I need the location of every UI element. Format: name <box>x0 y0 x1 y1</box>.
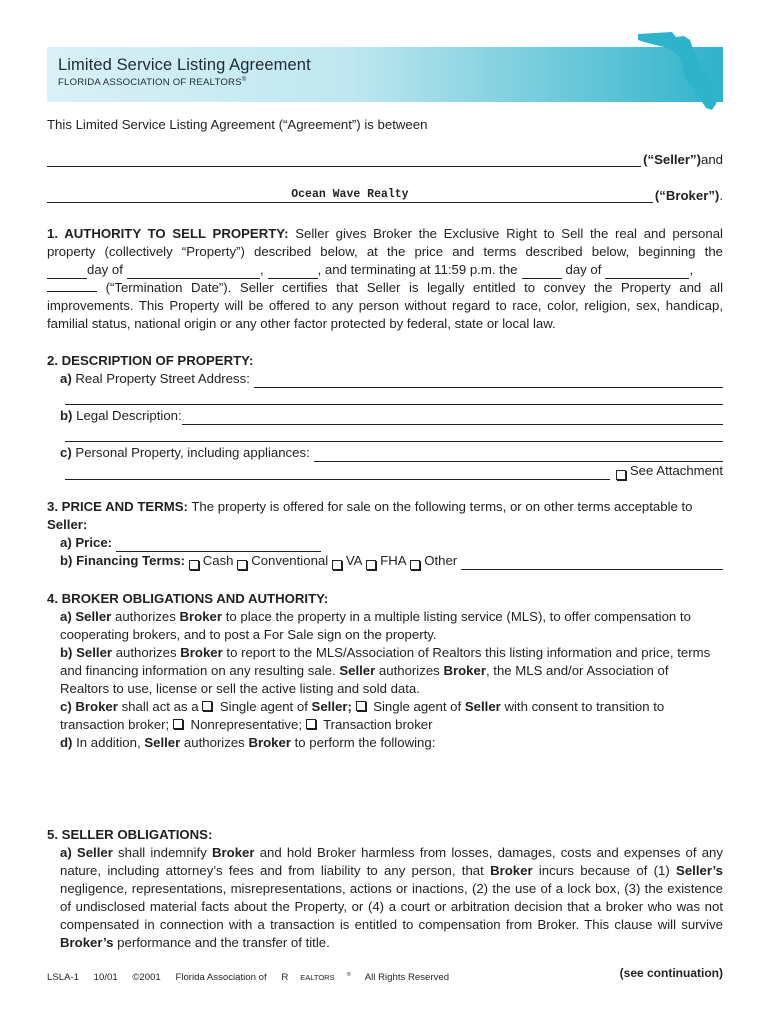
s5-line-4: of undisclosed material facts about the Property, or (4) a court or arbitration decision that a broker who was not <box>60 899 723 914</box>
intro-sentence: This Limited Service Listing Agreement (“Agreement”) is between <box>47 117 428 132</box>
personal-property-label: Personal Property, including appliances: <box>75 445 310 460</box>
s1-line-1: Seller gives Broker the Exclusive Right to Sell the real and personal <box>295 226 723 241</box>
s4-b-seller: b) Seller <box>60 645 113 660</box>
end-month-field[interactable] <box>605 266 689 279</box>
form-title: Limited Service Listing Agreement <box>58 56 311 74</box>
s4-c1-seller2: Seller <box>464 699 501 714</box>
s4-a-rest: to place the property in a multiple listing service (MLS), to offer compensation to <box>222 609 691 624</box>
legal-description-label: Legal Description: <box>76 408 182 423</box>
s4-c1c: Single agent of <box>369 699 465 714</box>
section-4 <box>47 590 723 752</box>
s1-terminating: , and terminating at 11:59 p.m. the <box>317 262 518 277</box>
seller-label-tail: and <box>700 152 723 167</box>
s2-c-letter: c) <box>60 445 72 460</box>
form-number: LSLA-1 <box>47 972 79 984</box>
legal-description-field-2[interactable] <box>65 425 723 442</box>
s4-d1b: authorizes <box>180 735 249 750</box>
s4-b-line-1 <box>47 644 723 662</box>
va-label: VA <box>345 553 363 568</box>
seller-label: (“Seller”) <box>643 152 701 167</box>
begin-year-field[interactable] <box>268 266 318 279</box>
price-label: a) Price: <box>60 535 113 550</box>
s4-b2c: , the MLS and/or Association of <box>485 663 669 678</box>
s5-l2-broker: Broker <box>490 863 533 878</box>
see-attachment-checkbox[interactable] <box>616 470 626 480</box>
s4-b2a: and financing information on any resulting sale. <box>60 663 340 678</box>
s3-text: The property is offered for sale on the following terms, or on other terms acceptable to <box>191 499 693 514</box>
broker-label: (“Broker”) <box>654 188 720 203</box>
s5-l2b: incurs because of (1) <box>532 863 677 878</box>
other-checkbox[interactable] <box>410 560 420 570</box>
s4-a-line-2: cooperating brokers, and to post a For Sale sign on the property. <box>60 627 437 642</box>
s4-c-line-1 <box>47 698 723 716</box>
fha-label: FHA <box>380 553 407 568</box>
s2-b-letter: b) <box>60 408 73 423</box>
begin-day-field[interactable] <box>47 266 87 279</box>
seller-line <box>47 152 723 167</box>
s2-a-letter: a) <box>60 371 72 386</box>
personal-property-row <box>47 444 723 462</box>
fha-checkbox[interactable] <box>366 560 376 570</box>
s4-d1-seller: Seller <box>144 735 181 750</box>
section-5-heading: 5. SELLER OBLIGATIONS: <box>47 827 213 842</box>
s4-b-broker: Broker <box>180 645 223 660</box>
section-1 <box>47 225 723 333</box>
s5-line-1 <box>47 844 723 862</box>
conventional-label: Conventional <box>251 553 329 568</box>
assoc-r: R <box>281 972 289 984</box>
other-financing-field[interactable] <box>461 556 723 570</box>
s5-line-3: negligence, representations, misrepresentations, actions or inactions, (2) the use of a lock box, (3) the existence <box>60 881 723 896</box>
legal-description-field[interactable] <box>182 411 723 425</box>
association-name <box>175 972 350 983</box>
s5-l2a: nature, including attorney’s fees and from liability to any person, that <box>60 863 491 878</box>
s5-l6: performance and the transfer of title. <box>113 935 330 950</box>
broker-line <box>47 188 723 203</box>
financing-row <box>47 552 723 570</box>
s4-a-mid: authorizes <box>111 609 180 624</box>
personal-property-row-2 <box>65 462 723 480</box>
s4-c1d: with consent to transition to <box>500 699 665 714</box>
s5-line-5: compensated in connection with a transaction is entitled to compensation from Broker. This clause will survive <box>60 917 723 932</box>
s5-l2-seller: Seller’s <box>676 863 723 878</box>
single-agent-transition-checkbox[interactable] <box>356 701 366 711</box>
end-year-field[interactable] <box>47 279 97 292</box>
s4-c-line-2 <box>47 716 723 734</box>
personal-property-field-2[interactable] <box>65 466 610 480</box>
form-date: 10/01 <box>93 972 118 984</box>
registered-mark: ® <box>241 77 247 83</box>
s4-c2c: Transaction broker <box>319 717 433 732</box>
cash-label: Cash <box>202 553 234 568</box>
s5-broker: Broker <box>212 845 255 860</box>
section-5 <box>47 826 723 952</box>
begin-month-field[interactable] <box>127 266 260 279</box>
s5-line-2 <box>47 862 723 880</box>
s4-a-broker: Broker <box>179 609 223 624</box>
s1-line-3 <box>47 261 723 279</box>
price-row <box>47 534 723 552</box>
street-address-field-2[interactable] <box>65 388 723 405</box>
end-day-field[interactable] <box>522 266 562 279</box>
s4-d-letter: d) <box>60 735 73 750</box>
rights-reserved: All Rights Reserved <box>364 972 450 984</box>
s4-b-line-2 <box>47 662 723 680</box>
s4-c1-seller: Seller; <box>311 699 352 714</box>
s4-a-seller: a) Seller <box>60 609 112 624</box>
cash-checkbox[interactable] <box>189 560 199 570</box>
s4-c1a: shall act as a <box>117 699 203 714</box>
copyright: ©2001 <box>132 972 161 984</box>
section-1-heading: 1. AUTHORITY TO SELL PROPERTY: <box>47 226 289 241</box>
publisher-name: FLORIDA ASSOCIATION OF REALTORS <box>58 77 242 89</box>
s4-b2-seller: Seller <box>339 663 376 678</box>
s5-line-6 <box>47 934 723 952</box>
s1-line-6: familial status, national origin or any other factor protected by federal, state or local law. <box>47 316 556 331</box>
s3-seller: Seller: <box>47 517 88 532</box>
seller-name-field[interactable] <box>47 152 641 167</box>
s4-b-mid: authorizes <box>112 645 181 660</box>
assoc-ealtors: EALTORS <box>300 973 335 983</box>
legal-description-row <box>47 407 723 425</box>
assoc-a: Florida Association of <box>175 972 270 984</box>
section-4-heading: 4. BROKER OBLIGATIONS AND AUTHORITY: <box>47 591 329 606</box>
section-2-heading: 2. DESCRIPTION OF PROPERTY: <box>47 353 254 368</box>
s5-seller: a) Seller <box>60 845 113 860</box>
s4-b-line-3: Realtors to use, license or sell the active listing and sold data. <box>60 681 420 696</box>
broker-name-field[interactable]: Ocean Wave Realty <box>47 188 653 203</box>
s1-line-5: improvements. This Property will be offered to any person without regard to race, color, religion, sex, handicap, <box>47 298 723 313</box>
va-checkbox[interactable] <box>332 560 342 570</box>
section-2 <box>47 352 723 480</box>
s4-b2-broker: Broker <box>443 663 486 678</box>
street-address-row <box>47 370 723 388</box>
s4-b-rest: to report to the MLS/Association of Realtors this listing information and price, terms <box>222 645 711 660</box>
conventional-checkbox[interactable] <box>237 560 247 570</box>
s4-c2a: transaction broker; <box>60 717 173 732</box>
s1-line-4: (“Termination Date”). Seller certifies that Seller is legally entitled to convey the Property and all <box>105 280 723 295</box>
price-field[interactable] <box>116 539 321 552</box>
form-header <box>47 47 723 102</box>
s4-b2b: authorizes <box>375 663 444 678</box>
other-label: Other <box>424 553 458 568</box>
s4-c-broker: c) Broker <box>60 699 118 714</box>
single-agent-checkbox[interactable] <box>202 701 212 711</box>
transaction-broker-checkbox[interactable] <box>306 719 316 729</box>
s4-c1b: Single agent of <box>216 699 312 714</box>
section-3 <box>47 498 723 570</box>
s4-d1c: to perform the following: <box>290 735 436 750</box>
see-continuation: (see continuation) <box>619 966 723 980</box>
florida-map-icon <box>632 28 722 114</box>
s4-a-line-1 <box>47 608 723 626</box>
personal-property-field[interactable] <box>314 448 723 462</box>
page-footer <box>47 972 461 983</box>
see-attachment-label: See Attachment <box>629 463 723 478</box>
s5-l1b: and hold Broker harmless from losses, damages, costs and expenses of any <box>254 845 723 860</box>
s4-d1a: In addition, <box>72 735 145 750</box>
street-address-label: Real Property Street Address: <box>75 371 250 386</box>
street-address-field[interactable] <box>254 374 723 388</box>
s1-line-2: property (collectively “Property”) described below, at the price and terms described below, beginning the <box>47 244 723 259</box>
s5-l1a: shall indemnify <box>112 845 213 860</box>
financing-label: b) Financing Terms: <box>60 553 186 568</box>
form-publisher <box>58 77 246 88</box>
s4-c2b: Nonrepresentative; <box>186 717 306 732</box>
broker-label-tail: . <box>719 188 723 203</box>
s5-l6-broker: Broker’s <box>60 935 114 950</box>
s1-comma-2: , <box>689 262 694 277</box>
nonrepresentative-checkbox[interactable] <box>173 719 183 729</box>
s1-comma-1: , <box>259 262 264 277</box>
assoc-mark: ® <box>346 972 351 978</box>
s4-d1-broker: Broker <box>248 735 291 750</box>
section-3-heading: 3. PRICE AND TERMS: <box>47 499 188 514</box>
s1-day-of-1: day of <box>87 262 123 277</box>
s4-d-line-1 <box>47 734 723 752</box>
s1-day-of-2: day of <box>565 262 602 277</box>
